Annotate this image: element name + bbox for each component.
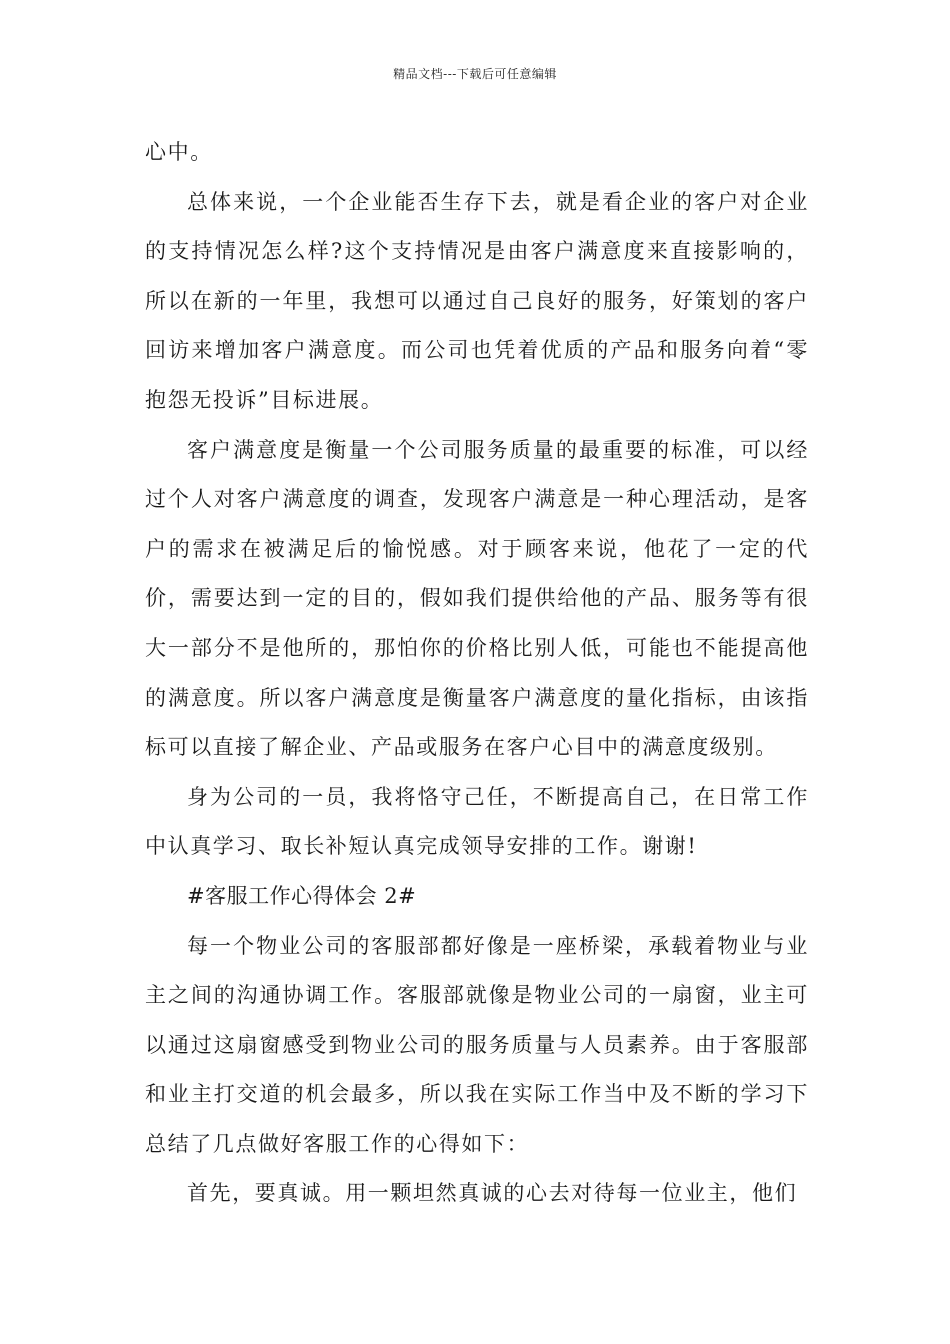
document-body: [145, 128, 809, 1219]
paragraph: 首先，要真诚。用一颗坦然真诚的心去对待每一位业主，他们: [187, 1181, 798, 1206]
paragraph: 每一个物业公司的客服部都好像是一座桥梁，承载着物业与业主之间的沟通协调工作。客服部就像是物业公司的一扇窗，业主可以通过这扇窗感受到物业公司的服务质量与人员素养。由于客服部和业主打交道的机会最多，所以我在实际工作当中及不断的学习下总结了几点做好客服工作的心得如下：: [145, 933, 809, 1156]
section-heading: #客服工作心得体会 2#: [187, 883, 417, 908]
paragraph-continuation: 心中。: [145, 140, 213, 164]
page-header: 精品文档---下载后可任意编辑: [393, 67, 557, 81]
paragraph: 总体来说，一个企业能否生存下去，就是看企业的客户对企业的支持情况怎么样?这个支持情况是由客户满意度来直接影响的，所以在新的一年里，我想可以通过自己良好的服务，好策划的客户回访来增加客户满意度。而公司也凭着优质的产品和服务向着“零抱怨无投诉”目标进展。: [145, 189, 809, 412]
paragraph: 身为公司的一员，我将恪守己任，不断提高自己，在日常工作中认真学习、取长补短认真完成领导安排的工作。谢谢!: [145, 784, 809, 859]
paragraph: 客户满意度是衡量一个公司服务质量的最重要的标准，可以经过个人对客户满意度的调查，发现客户满意是一种心理活动，是客户的需求在被满足后的愉悦感。对于顾客来说，他花了一定的代价，需要达到一定的目的，假如我们提供给他的产品、服务等有很大一部分不是他所的，那怕你的价格比别人低，可能也不能提高他的满意度。所以客户满意度是衡量客户满意度的量化指标，由该指标可以直接了解企业、产品或服务在客户心目中的满意度级别。: [145, 437, 809, 760]
